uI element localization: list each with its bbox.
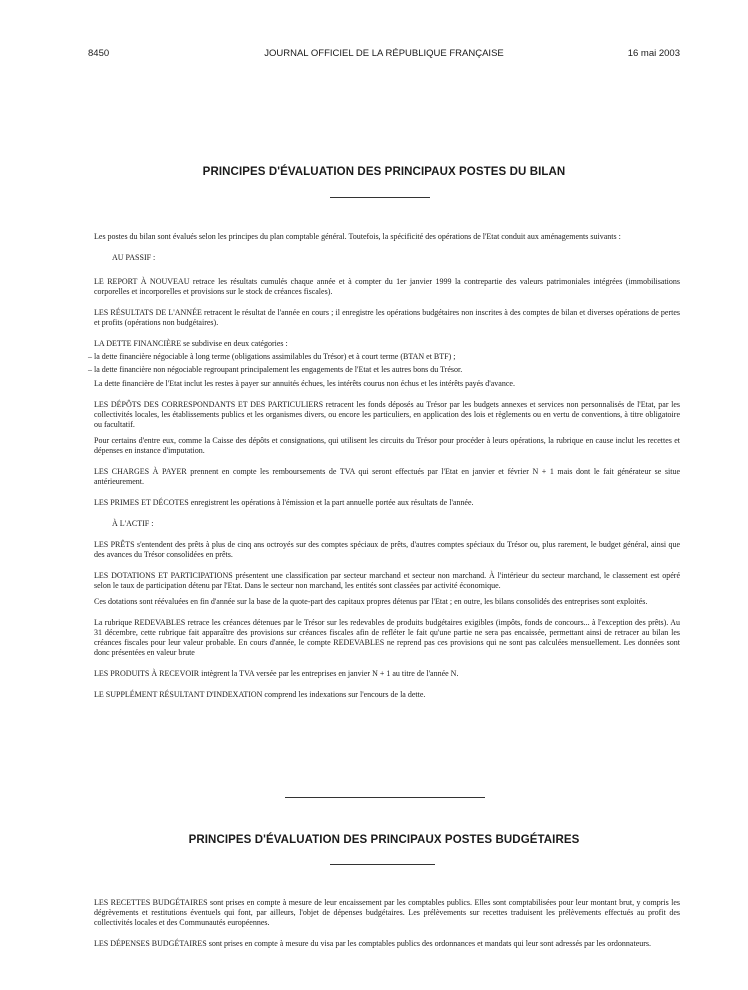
dette-item-non-negociable: – la dette financière non négociable regroupant principalement les engagements de l'Etat et les autres bons du Trésor. [88, 365, 463, 374]
intro-paragraph: Les postes du bilan sont évalués selon les principes du plan comptable général. Toutefois, la spécificité des opérations de l'Etat conduit aux aménagements suivants : [94, 232, 621, 241]
dette-note: La dette financière de l'Etat inclut les restes à payer sur annuités échues, les intérêts courus non échus et les intérêts payés d'avance. [94, 379, 515, 388]
prets-paragraph: LES PRÊTS s'entendent des prêts à plus de cinq ans octroyés sur des comptes spéciaux de prêts, d'autres comptes spéciaux du Trésor ou, plus rarement, le budget général, ainsi que des avances du Trésor consolidées en prêts. [94, 540, 680, 559]
primes-decotes-paragraph: LES PRIMES ET DÉCOTES enregistrent les opérations à l'émission et la part annuelle portée aux résultats de l'année. [94, 498, 474, 507]
page-number: 8450 [88, 48, 110, 59]
dette-item-negociable: – la dette financière négociable à long terme (obligations assimilables du Trésor) et à court terme (BTAN et BTF) ; [88, 352, 456, 361]
charges-payer-paragraph: LES CHARGES À PAYER prennent en compte les remboursements de TVA qui seront effectués par l'Etat en janvier et février N + 1 mais dont le fait générateur se situe antérieurement. [94, 467, 680, 486]
report-nouveau-paragraph: LE REPORT À NOUVEAU retrace les résultats cumulés chaque année et à compter du 1er janvier 1999 la contrepartie des valeurs patrimoniales intégrées (immobilisations corporelles et incorporelles et provisions sur le stock de créances fiscales). [94, 277, 680, 296]
redevables-paragraph: La rubrique REDEVABLES retrace les créances détenues par le Trésor sur les redevables de produits budgétaires exigibles (impôts, fonds de concours... à l'exception des prêts). Au 31 décembre, cette rubrique fait apparaître des provisions sur créances fiscales afin de refléter le fait qu'une partie ne sera pas encaissée, permettant ainsi de retracer au bilan les créances fiscales pour leur valeur probable. En cours d'année, le compte REDEVABLES ne reprend pas ces provisions qui ne sont pas calculées mensuellement. Les données sont donc présentées en valeur brute [94, 618, 680, 657]
actif-heading: À L'ACTIF : [112, 519, 154, 528]
section-title-budgetaires: PRINCIPES D'ÉVALUATION DES PRINCIPAUX POSTES BUDGÉTAIRES [188, 834, 580, 846]
section-separator [285, 797, 485, 798]
dotations-paragraph: LES DOTATIONS ET PARTICIPATIONS présentent une classification par secteur marchand et secteur non marchand. À l'intérieur du secteur marchand, le classement est opéré selon le taux de participation détenu par l'Etat. Dans le secteur non marchand, les entités sont classées par activité économique. [94, 571, 680, 590]
publication-date: 16 mai 2003 [627, 48, 680, 59]
supplement-indexation-paragraph: LE SUPPLÉMENT RÉSULTANT D'INDEXATION comprend les indexations sur l'encours de la dette. [94, 690, 426, 699]
produits-recevoir-paragraph: LES PRODUITS À RECEVOIR intègrent la TVA versée par les entreprises en janvier N + 1 au titre de l'année N. [94, 669, 459, 678]
resultats-annee-paragraph: LES RÉSULTATS DE L'ANNÉE retracent le résultat de l'année en cours ; il enregistre les opérations budgétaires non inscrites à des comptes de bilan et diverses opérations de pertes et profits (opérations non budgétaires). [94, 308, 680, 327]
depots-note: Pour certains d'entre eux, comme la Caisse des dépôts et consignations, qui utilisent les circuits du Trésor pour procéder à leurs opérations, la rubrique en cause inclut les recettes et dépenses en instance d'imputation. [94, 436, 680, 455]
bilan-body [88, 232, 680, 700]
depenses-paragraph: LES DÉPENSES BUDGÉTAIRES sont prises en compte à mesure du visa par les comptables publics des ordonnances et mandats qui leur sont adressés par les ordonnateurs. [94, 939, 652, 948]
recettes-paragraph: LES RECETTES BUDGÉTAIRES sont prises en compte à mesure de leur encaissement par les comptables publics. Elles sont comptabilisées pour leur montant brut, y compris les dégrèvements et restitutions éventuels qui font, par ailleurs, l'objet de dépenses budgétaires. Les prélèvements sur recettes traduisent les prélèvements effectués au profit des collectivités locales et des Communautés européennes. [94, 898, 680, 927]
dotations-note: Ces dotations sont réévaluées en fin d'année sur la base de la quote-part des capitaux propres détenus par l'Etat ; en outre, les bilans consolidés des entreprises sont exploités. [94, 597, 648, 606]
section-title-bilan: PRINCIPES D'ÉVALUATION DES PRINCIPAUX POSTES DU BILAN [202, 166, 566, 178]
title-rule [330, 197, 430, 198]
depots-paragraph: LES DÉPÔTS DES CORRESPONDANTS ET DES PARTICULIERS retracent les fonds déposés au Trésor par les budgets annexes et services non personnalisés de l'Etat, par les collectivités locales, les établissements publics et les organismes divers, ou encore les particuliers, en application des lois et règlements ou en vertu de conventions, à titre obligatoire ou facultatif. [94, 400, 680, 429]
budgetaires-body [88, 898, 680, 949]
dette-intro: LA DETTE FINANCIÈRE se subdivise en deux catégories : [94, 339, 288, 348]
journal-title: JOURNAL OFFICIEL DE LA RÉPUBLIQUE FRANÇAISE [264, 48, 504, 59]
title-rule-2 [330, 864, 435, 865]
page-header [88, 48, 680, 62]
passif-heading: AU PASSIF : [112, 253, 156, 262]
